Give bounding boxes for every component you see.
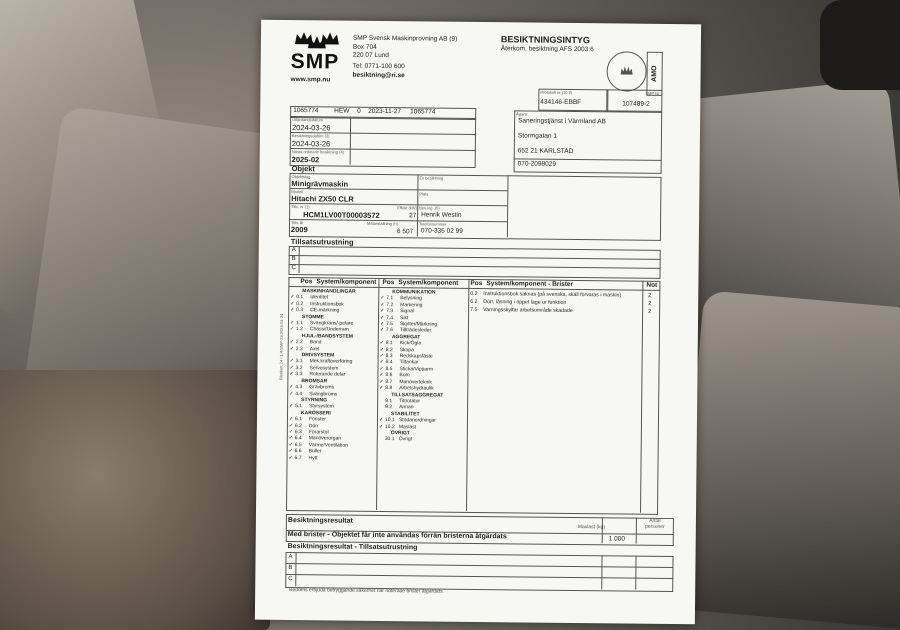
item-number: 8.1 <box>386 340 400 347</box>
item-label: Stödanordningar <box>399 417 436 423</box>
swedac-seal <box>606 51 646 91</box>
check-icon: ✓ <box>380 353 386 359</box>
shadow <box>820 0 900 90</box>
issued-label: Utfärdandedatum <box>292 117 323 122</box>
check-icon: ✓ <box>380 315 386 321</box>
item-number: 0.2 <box>296 301 310 308</box>
check-icon: ✓ <box>289 403 295 409</box>
item-number: 6.7 <box>295 455 309 462</box>
check-icon: ✓ <box>380 308 386 314</box>
checklist-group: MASKINHANDLINGAR <box>290 288 355 295</box>
three-crowns-icon <box>293 28 343 51</box>
check-icon: ✓ <box>380 340 386 346</box>
year: 2009 <box>291 225 308 234</box>
item-label: Svängkrans/-pelare <box>310 320 353 326</box>
amo-badge: AMO <box>646 52 662 96</box>
inspector-label: Bes.ing. (5) <box>419 205 440 210</box>
smp-number-label: SMP Nr <box>645 91 659 96</box>
col-header-system: System/komponent <box>398 279 458 287</box>
address-line: 220 07 Lund <box>353 52 389 59</box>
item-label: Sikt <box>400 315 408 321</box>
check-icon: ✓ <box>380 359 386 365</box>
item-label: Axel <box>310 346 320 352</box>
result-footer: Bedöms erbjuda betryggande säkerhet när noterade brister åtgärdats. <box>289 587 444 595</box>
ground <box>0 370 270 630</box>
item-number: 0.3 <box>296 307 310 314</box>
item-label: Signal <box>400 308 414 314</box>
checklist-group: STABILITET <box>379 411 443 418</box>
item-number: 2.3 <box>296 346 310 353</box>
phone-label: Telefonnummer <box>419 221 447 226</box>
check-icon: ✓ <box>380 302 386 308</box>
item-label: Redskapsfäste <box>400 353 433 359</box>
power: 27 <box>409 212 416 219</box>
item-number: 9.2 <box>385 404 399 411</box>
item-number: 8.3 <box>386 353 400 360</box>
inspection-certificate <box>255 20 701 625</box>
checklist-item <box>289 371 354 378</box>
item-label: Kick/Ögla <box>400 340 421 346</box>
check-icon: ✓ <box>379 423 385 429</box>
checklist-column-1 <box>289 288 356 462</box>
item-number: 4.4 <box>295 391 309 398</box>
item-number: 1.2 <box>296 327 310 334</box>
equipment-row-label: A <box>292 247 296 253</box>
item-label: Identitet <box>310 295 328 301</box>
result-title: Besiktningsresultat <box>288 517 353 525</box>
item-number: 8.2 <box>386 347 400 354</box>
item-label: Bom <box>399 372 409 378</box>
item-number: 10.1 <box>385 417 399 424</box>
item-label: Servosystem <box>309 365 338 371</box>
inspection-date: 2024-03-26 <box>292 139 330 148</box>
address-line: Box 704 <box>353 44 377 51</box>
defect-text: Varningsskyltar arbetsområde skadade <box>483 307 573 314</box>
item-number: 9.1 <box>385 398 399 405</box>
item-label: Dörr <box>309 423 319 429</box>
defect-text: Instruktionsbok saknas (på svenska, skall förvaras i maskin) <box>483 291 621 298</box>
item-number: 8.6 <box>385 372 399 379</box>
check-icon: ✓ <box>290 339 296 345</box>
checklist-group: STYRNING <box>289 397 354 404</box>
equipment-title: Tillsatsutrustning <box>291 237 354 247</box>
item-label: Buller <box>309 448 322 454</box>
equipment-row-label: C <box>292 265 296 271</box>
issued-date: 2024-03-26 <box>292 123 330 132</box>
item-label: Tiltankar <box>400 360 419 366</box>
item-label: Belysning <box>400 296 422 302</box>
col-header-pos: Pos <box>382 279 394 286</box>
object-type: Minigrävmaskin <box>291 179 348 189</box>
item-number: 3.1 <box>296 359 310 366</box>
owner-label: Ägare <box>516 111 527 116</box>
item-number: 8.7 <box>385 379 399 386</box>
check-icon: ✓ <box>290 346 296 352</box>
checklist-item <box>379 436 443 443</box>
check-icon: ✓ <box>290 326 296 332</box>
item-label: Grävbroms <box>309 384 334 390</box>
item-label: Annan <box>399 404 414 410</box>
checklist-item <box>289 455 354 462</box>
equipment-row-label: B <box>292 256 296 262</box>
defect-note: 2 <box>648 292 651 300</box>
check-icon: ✓ <box>290 307 296 313</box>
doc-subtitle: Återkom. besiktning AFS 2003:6 <box>501 45 594 53</box>
equipment-result-row: A <box>288 554 292 560</box>
id-field: 1065774 <box>293 107 318 114</box>
checklist-group: TILLSATSAGGREGAT <box>379 391 443 398</box>
defect-note: 2 <box>648 300 651 308</box>
check-icon: ✓ <box>289 429 295 435</box>
item-number: 6.6 <box>295 448 309 455</box>
check-icon: ✓ <box>289 365 295 371</box>
item-number: 0.1 <box>296 295 310 302</box>
inspector-name: Henrik Westin <box>421 211 461 218</box>
equipment-result-row: B <box>288 565 292 571</box>
item-number: 2.2 <box>296 339 310 346</box>
id-field: 2023-11-27 <box>368 108 401 115</box>
item-number: 7.2 <box>386 302 400 309</box>
item-label: Sticka/Vipparm <box>399 366 433 372</box>
doc-title: BESIKTNINGSINTYG <box>501 34 590 45</box>
col-header-system: System/komponent <box>316 278 376 286</box>
maxload-label: Maxlast (kg) <box>578 524 605 530</box>
item-number: 3.2 <box>295 365 309 372</box>
item-label: Band <box>310 339 322 345</box>
id-field: HEW <box>334 107 349 114</box>
checklist-group: KAROSSERI <box>289 410 354 417</box>
persons-label: Antal personer <box>640 518 670 530</box>
item-label: Instruktionsbok <box>310 301 344 307</box>
owner-street: Stormgatan 1 <box>518 132 557 139</box>
check-icon: ✓ <box>379 379 385 385</box>
item-label: Övrigt <box>399 437 412 443</box>
item-label: Förarstol <box>309 429 329 435</box>
checklist-column-2 <box>379 289 445 443</box>
result-verdict: Med brister - Objektet får inte användas förrän bristerna åtgärdats <box>288 531 507 540</box>
item-label: Arbetshydraulik <box>399 385 434 391</box>
owner-phone: 070-2098029 <box>518 160 556 167</box>
checklist-group: BROMSAR <box>289 378 354 385</box>
item-label: Manöverorgan <box>309 436 341 442</box>
maxload: 1 000 <box>609 535 625 542</box>
check-icon: ✓ <box>289 455 295 461</box>
check-icon: ✓ <box>289 423 295 429</box>
check-icon: ✓ <box>379 372 385 378</box>
check-icon: ✓ <box>379 366 385 372</box>
item-number: 1.1 <box>296 320 310 327</box>
check-icon: ✓ <box>289 371 295 377</box>
item-label: Skopa <box>400 347 414 353</box>
item-label: Värme/Ventilation <box>309 442 348 448</box>
protocol-label: Protokoll nr (10 2) <box>540 90 572 95</box>
protocol-number: 434146-EBBF <box>540 99 581 106</box>
defect-note: 2 <box>648 308 651 316</box>
item-number: 3.3 <box>295 371 309 378</box>
form-side-text: Blankett 24 / 1.4-SMP-24.2024-01-24 <box>278 314 284 380</box>
equipment-result-box <box>285 552 673 592</box>
defect-text: Dörr, låsning i öppet läge ur funktion <box>483 299 566 306</box>
serial-label: Tillv. nr (1) <box>291 204 310 209</box>
item-number: 7.4 <box>386 315 400 322</box>
equipment-box <box>288 246 660 279</box>
email: besiktning@ri.se <box>353 72 405 80</box>
item-label: Mek.kraftöverföring <box>310 359 353 365</box>
org-name: SMP Svensk Maskinprovning AB (9) <box>353 35 457 43</box>
item-number: 8.5 <box>385 366 399 373</box>
check-icon: ✓ <box>290 294 296 300</box>
serial-number: HCM1LV00T00003572 <box>303 210 380 220</box>
item-label: Svängbroms <box>309 391 337 397</box>
smp-number: 107489-2 <box>622 100 650 107</box>
check-icon: ✓ <box>289 384 295 390</box>
item-label: Styrsystem <box>309 404 334 410</box>
item-number: 6.3 <box>295 429 309 436</box>
phone: Tel: 0771-100 600 <box>353 63 405 71</box>
item-label: Markering <box>400 302 422 308</box>
check-icon: ✓ <box>380 295 386 301</box>
hours-label: Mätarställning (h) <box>367 221 398 226</box>
col-header-pos: Pos <box>300 278 312 285</box>
item-number: 8.8 <box>385 385 399 392</box>
next-inspection-label: Nästa ordinarie besiktning (4) <box>292 149 344 155</box>
smp-logo: SMP <box>291 50 340 75</box>
check-icon: ✓ <box>289 435 295 441</box>
check-icon: ✓ <box>379 385 385 391</box>
id-field: 0 <box>357 108 361 115</box>
item-number: 7.1 <box>386 295 400 302</box>
checklist-group: ÖVRIGT <box>379 430 443 437</box>
defect-pos: 6.2 <box>470 298 483 306</box>
check-icon: ✓ <box>290 320 296 326</box>
item-number: 6.2 <box>295 423 309 430</box>
item-number: 7.5 <box>386 321 400 328</box>
place-label: Plats <box>419 191 428 196</box>
item-number: 10.2 <box>385 424 399 431</box>
item-number: 6.5 <box>295 442 309 449</box>
object-model: Hitachi ZX50 CLR <box>291 194 354 204</box>
year-label: Tillv. år <box>291 220 304 225</box>
item-label: Tiltrotator <box>399 398 420 404</box>
object-title: Objekt <box>292 164 315 173</box>
checklist-group: AGGREGAT <box>380 334 444 341</box>
type-label: Objektslag <box>291 174 310 179</box>
check-icon: ✓ <box>290 301 296 307</box>
item-label: Chassi/Underram <box>310 327 349 333</box>
reg-label: Ev besiktning <box>419 175 443 180</box>
check-icon: ✓ <box>290 358 296 364</box>
checklist-group: STOMME <box>290 314 355 321</box>
item-number: 30.1 <box>385 436 399 443</box>
power-label: Effekt (kW) <box>397 205 417 210</box>
item-label: Hytt <box>309 455 318 461</box>
check-icon: ✓ <box>289 448 295 454</box>
defects-list <box>470 290 658 316</box>
checklist-group: HJUL-/BANDSYSTEM <box>290 333 355 340</box>
item-label: Roterande delar <box>309 372 345 378</box>
equipment-result-title: Besiktningsresultat - Tillsatsutrustning <box>288 543 418 551</box>
item-number: 5.1 <box>295 403 309 410</box>
check-icon: ✓ <box>380 347 386 353</box>
owner-name: Saneringstjänst i Värmland AB <box>518 117 606 125</box>
item-label: Fönster <box>309 416 326 422</box>
hours: 6 507 <box>397 228 413 235</box>
track-block <box>677 290 900 630</box>
equipment-result-row: C <box>288 576 292 582</box>
item-number: 6.4 <box>295 435 309 442</box>
checklist-group: DRIVSYSTEM <box>290 352 355 359</box>
next-inspection: 2025-02 <box>292 155 320 164</box>
item-label: Tillträdesleder <box>400 328 431 334</box>
defect-pos: 0.2 <box>470 290 483 298</box>
item-label: Manöverteknik <box>399 379 432 385</box>
inspection-date-label: Besiktningsdatum (3) <box>292 133 330 138</box>
item-number: 7.6 <box>386 327 400 334</box>
item-label: Maslast <box>399 424 416 430</box>
check-icon: ✓ <box>380 321 386 327</box>
check-icon: ✓ <box>289 391 295 397</box>
id-field: 1065774 <box>410 108 435 115</box>
col-header-defects: System/komponent - Brister <box>486 280 573 288</box>
col-header-pos: Pos <box>470 280 482 287</box>
item-label: CE-märkning <box>310 307 339 313</box>
item-number: 7.3 <box>386 308 400 315</box>
check-icon: ✓ <box>380 327 386 333</box>
item-number: 6.1 <box>295 416 309 423</box>
checklist-group: KOMMUNIKATION <box>380 289 444 296</box>
item-number: 8.4 <box>386 360 400 367</box>
item-label: Skylter/Märkning <box>400 321 437 327</box>
item-number: 4.3 <box>295 384 309 391</box>
check-icon: ✓ <box>289 442 295 448</box>
model-label: Modell <box>291 189 303 194</box>
website: www.smp.nu <box>290 76 330 83</box>
inspector-phone: 070-335 02 99 <box>421 227 463 234</box>
owner-city: 652 21 KARLSTAD <box>518 147 574 155</box>
defect-pos: 7.5 <box>470 306 483 314</box>
col-header-note: Not <box>646 282 657 289</box>
check-icon: ✓ <box>289 416 295 422</box>
check-icon: ✓ <box>379 417 385 423</box>
